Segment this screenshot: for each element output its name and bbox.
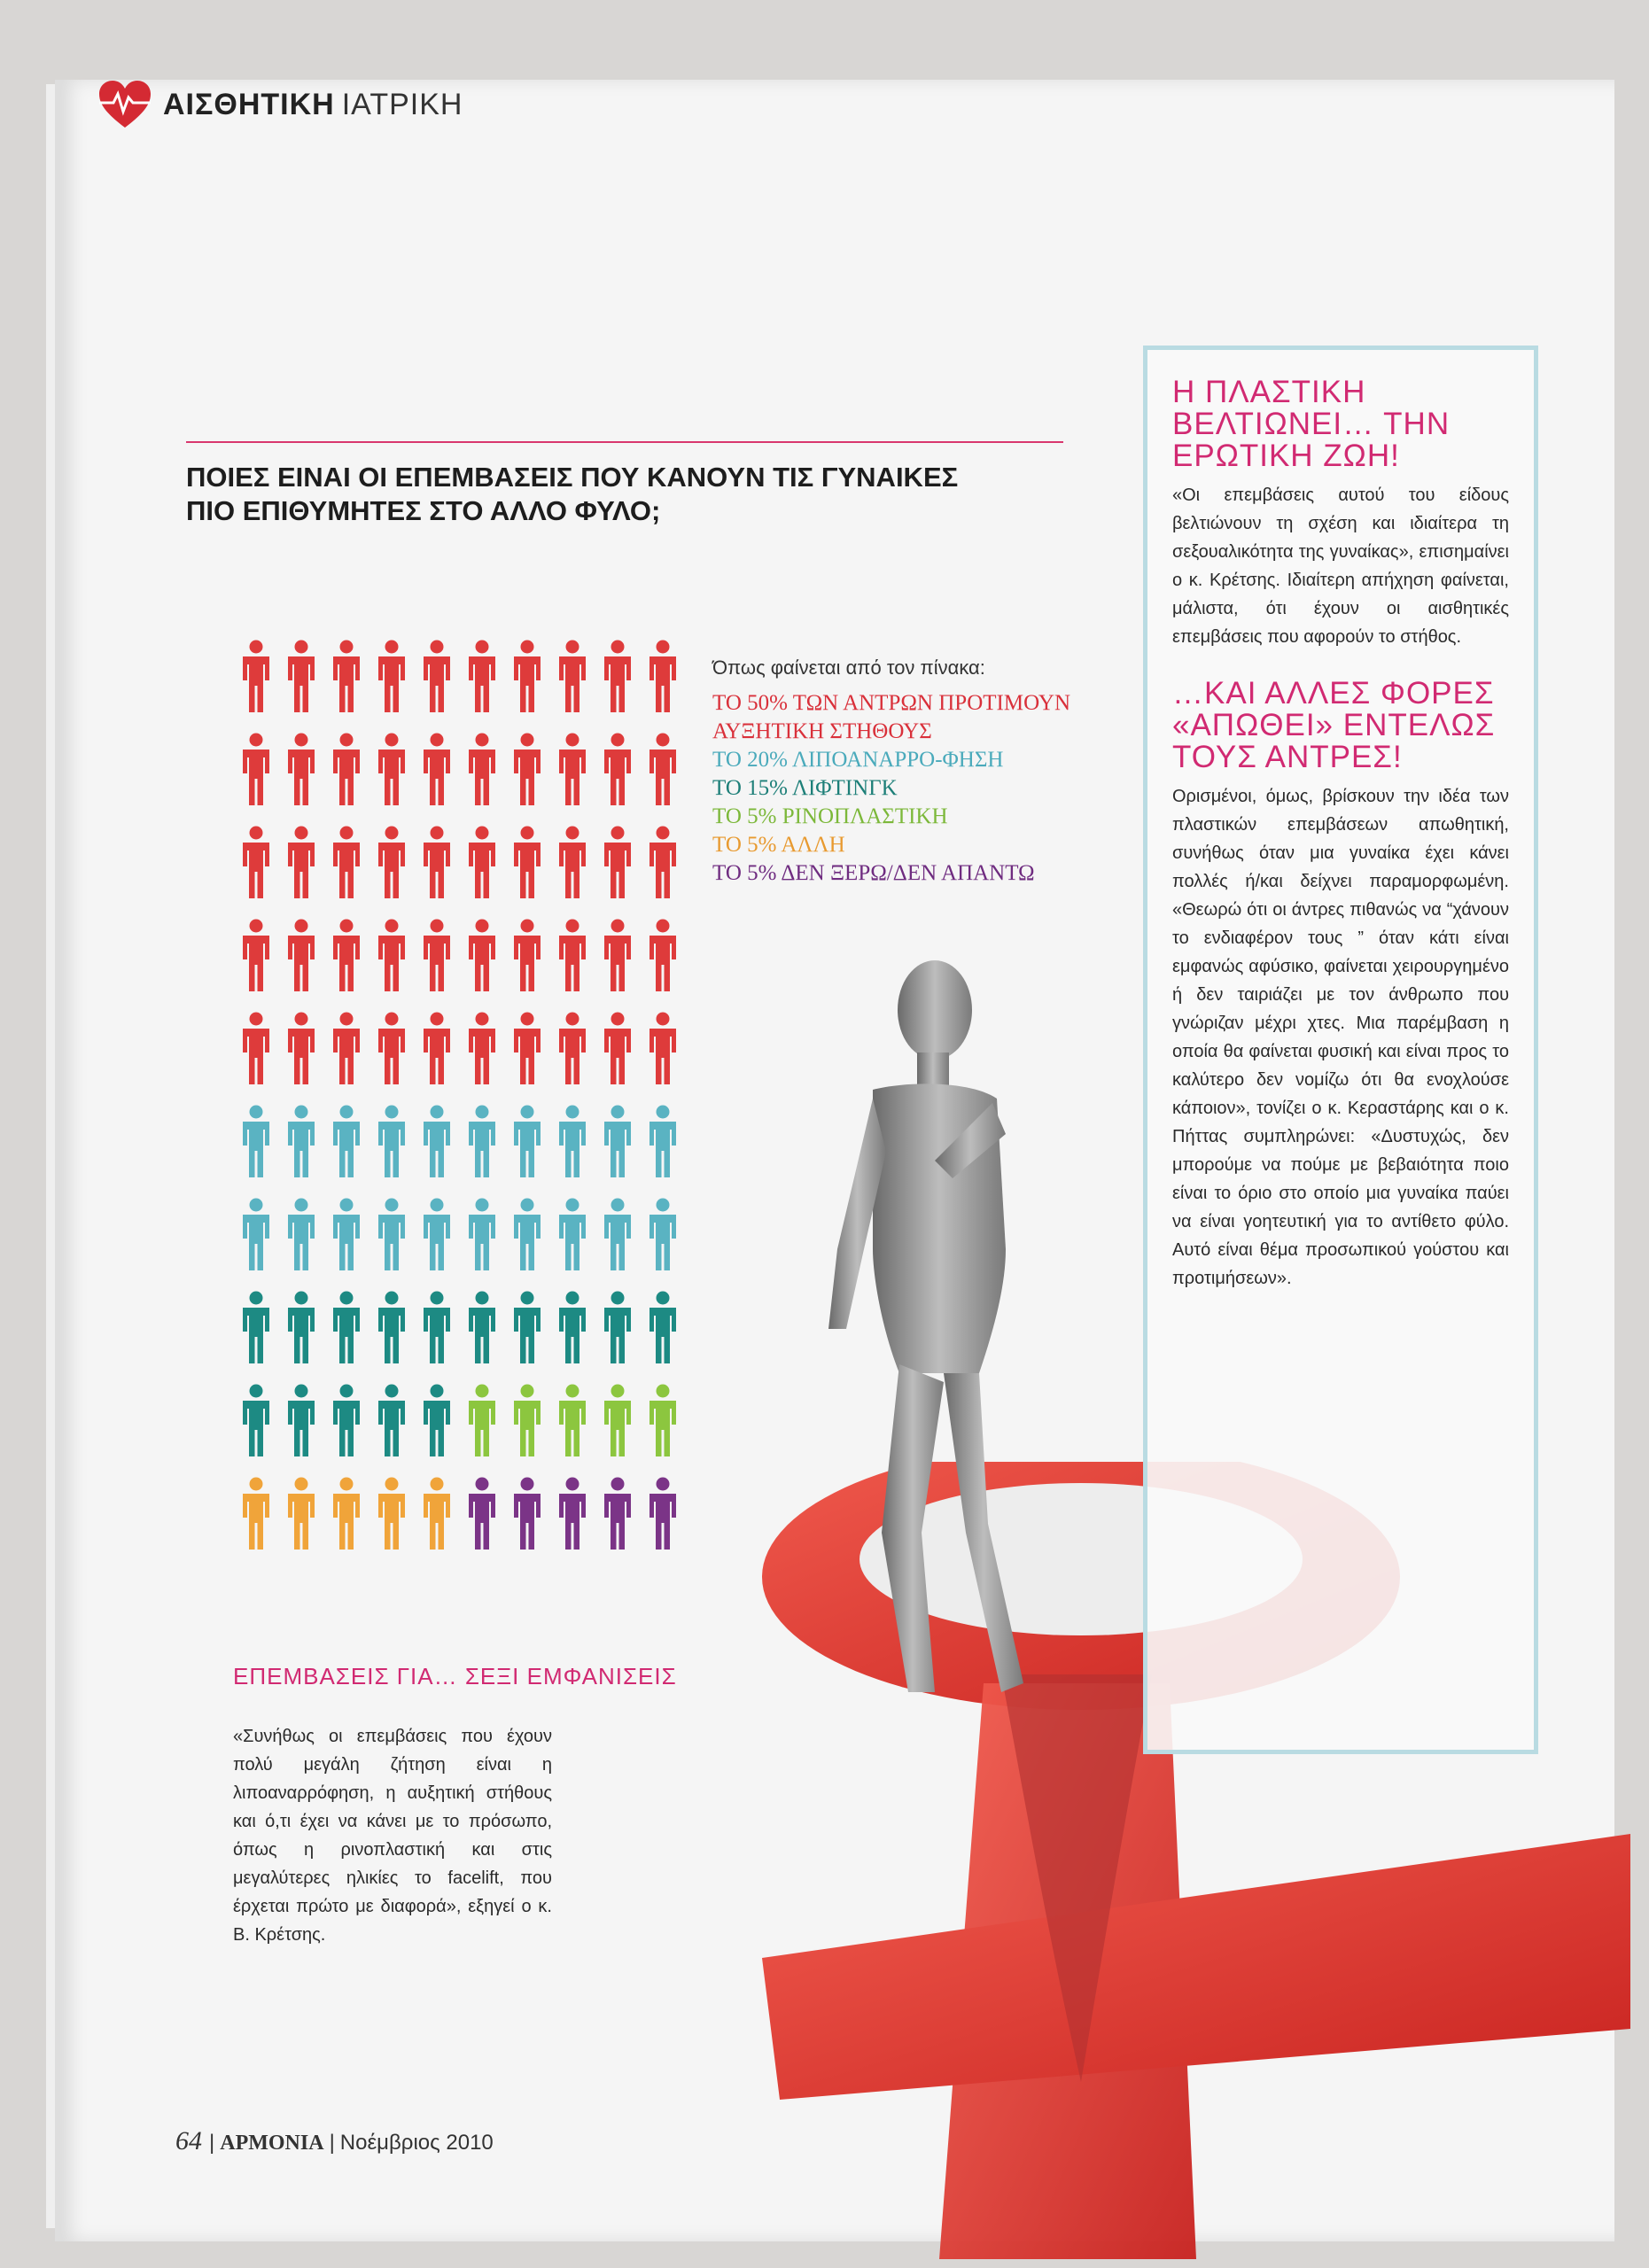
infographic-legend xyxy=(712,654,1102,888)
person-icon xyxy=(418,640,455,714)
person-icon xyxy=(509,1198,546,1272)
person-icon xyxy=(283,1291,320,1365)
bottom-heading: ΕΠΕΜΒΑΣΕΙΣ ΓΙΑ… ΣΕΞΙ ΕΜΦΑΝΙΣΕΙΣ xyxy=(233,1663,677,1689)
person-icon xyxy=(509,1384,546,1458)
person-icon xyxy=(644,1198,681,1272)
legend-item: ΤΟ 5% ΔΕΝ ΞΕΡΩ/ΔΕΝ ΑΠΑΝΤΩ xyxy=(712,861,1035,885)
person-icon xyxy=(418,733,455,807)
person-icon xyxy=(509,640,546,714)
person-icon xyxy=(644,1291,681,1365)
person-icon xyxy=(283,733,320,807)
person-icon xyxy=(554,733,591,807)
sidebar-box xyxy=(1143,346,1538,1754)
person-icon xyxy=(283,1012,320,1086)
legend-item: ΤΟ 15% ΛΙΦΤΙΝΓΚ xyxy=(712,776,898,800)
person-icon xyxy=(599,919,636,993)
person-icon xyxy=(328,733,365,807)
infographic-question: ΠΟΙΕΣ ΕΙΝΑΙ ΟΙ ΕΠΕΜΒΑΣΕΙΣ ΠΟΥ ΚΑΝΟΥΝ ΤΙΣ ΓΥΝΑΙΚΕΣ ΠΙΟ ΕΠΙΘΥΜΗΤΕΣ ΣΤΟ ΑΛΛΟ ΦΥΛΟ; xyxy=(186,462,959,526)
person-icon xyxy=(554,1384,591,1458)
person-icon xyxy=(283,640,320,714)
person-icon xyxy=(509,1477,546,1551)
person-icon xyxy=(644,1384,681,1458)
person-icon xyxy=(554,826,591,900)
person-icon xyxy=(373,1477,410,1551)
person-icon xyxy=(237,1291,275,1365)
person-icon xyxy=(328,1105,365,1179)
person-icon xyxy=(509,733,546,807)
person-icon xyxy=(509,1012,546,1086)
person-icon xyxy=(373,1105,410,1179)
person-icon xyxy=(463,1198,501,1272)
person-icon xyxy=(373,1384,410,1458)
person-icon xyxy=(418,1198,455,1272)
person-icon xyxy=(463,1291,501,1365)
legend-intro: Όπως φαίνεται από τον πίνακα: xyxy=(712,656,985,679)
section-header xyxy=(97,80,463,129)
bottom-paragraph: «Συνήθως οι επεμβάσεις που έχουν πολύ μεγάλη ζήτηση είναι η λιποαναρρόφηση, η αυξητική στήθους και ό,τι έχει να κάνει με το πρόσωπο, όπως η ρινοπλαστική και στις μεγαλύτερες ηλικίες το facelift, που έρχεται πρώτο με διαφορά», εξηγεί ο κ. Β. Κρέτσης. xyxy=(233,1727,552,1945)
person-icon xyxy=(599,826,636,900)
person-icon xyxy=(644,1012,681,1086)
person-icon xyxy=(418,919,455,993)
person-icon xyxy=(463,826,501,900)
person-icon xyxy=(237,640,275,714)
person-icon xyxy=(237,1105,275,1179)
person-icon xyxy=(328,826,365,900)
person-icon xyxy=(463,919,501,993)
legend-item: ΤΟ 5% ΡΙΝΟΠΛΑΣΤΙΚΗ xyxy=(712,804,948,828)
person-icon xyxy=(373,919,410,993)
person-icon xyxy=(554,919,591,993)
sidebar-heading-2: …ΚΑΙ ΑΛΛΕΣ ΦΟΡΕΣ «ΑΠΩΘΕΙ» ΕΝΤΕΛΩΣ ΤΟΥΣ ΑΝΤΡΕΣ! xyxy=(1172,676,1496,774)
sidebar-heading-1: Η ΠΛΑΣΤΙΚΗ ΒΕΛΤΙΩΝΕΙ… ΤΗΝ ΕΡΩΤΙΚΗ ΖΩΗ! xyxy=(1172,375,1451,473)
page-number: 64 xyxy=(175,2126,202,2155)
sidebar-paragraph-2: Ορισμένοι, όμως, βρίσκουν την ιδέα των πλαστικών επεμβάσεων απωθητική, συνήθως όταν μια γυναίκα έχει κάνει πολλές ή/και δείχνει παραμορφωμένη. «Θεωρώ ότι οι άντρες πιθανώς να “χάνουν το ενδιαφέρον τους ” όταν κάτι είναι εμφανώς αφύσικο, φαίνεται χειρουργημένο ή δεν ταιριάζει με τον άνθρωπο που γνώριζαν μέχρι χτες. Μια παρέμβαση η οποία θα φαίνεται φυσική και είναι προς το καλύτερο δεν νομίζω ότι θα ενοχλούσε κάποιον», τονίζει ο κ. Κεραστάρης και ο κ. Πήττας συμπληρώνει: «Δυστυχώς, δεν μπορούμε να πούμε με βεβαιότητα ποιο είναι το όριο στο οποίο μια γυναίκα παύει να είναι γοητευτική για το αντίθετο φύλο. Αυτό είναι θέμα προσωπικού γούστου και προτιμήσεων». xyxy=(1172,787,1509,1288)
person-icon xyxy=(283,919,320,993)
sidebar-paragraph-1: «Οι επεμβάσεις αυτού του είδους βελτιώνουν τη σχέση και ιδιαίτερα τη σεξουαλικότητα της γυναίκας», επισημαίνει ο κ. Κρέτσης. Ιδιαίτερη απήχηση φαίνεται, μάλιστα, ότι έχουν οι αισθητικές επεμβάσεις που αφορούν το στήθος. xyxy=(1172,485,1509,647)
footer-separator: | xyxy=(209,2131,215,2155)
person-icon xyxy=(644,733,681,807)
person-icon xyxy=(463,1477,501,1551)
issue-date: Νοέμβριος 2010 xyxy=(339,2131,494,2155)
footer-separator: | xyxy=(329,2131,335,2155)
person-icon xyxy=(463,733,501,807)
person-icon xyxy=(644,640,681,714)
person-icon xyxy=(599,1198,636,1272)
person-icon xyxy=(644,1105,681,1179)
person-icon xyxy=(463,1384,501,1458)
person-icon xyxy=(554,1105,591,1179)
person-icon xyxy=(418,1477,455,1551)
legend-item: ΤΟ 50% ΤΩΝ ΑΝΤΡΩΝ ΠΡΟΤΙΜΟΥΝ ΑΥΞΗΤΙΚΗ ΣΤΗΘΟΥΣ xyxy=(712,691,1070,743)
section-title-bold: ΑΙΣΘΗΤΙΚΗ xyxy=(163,87,335,121)
person-icon xyxy=(328,640,365,714)
legend-item: ΤΟ 5% ΑΛΛΗ xyxy=(712,833,845,857)
female-figure-illustration xyxy=(802,957,1085,1754)
person-icon xyxy=(237,1012,275,1086)
person-icon xyxy=(554,1198,591,1272)
person-icon xyxy=(599,1105,636,1179)
person-icon xyxy=(418,1012,455,1086)
person-icon xyxy=(328,919,365,993)
person-icon xyxy=(283,1477,320,1551)
person-icon xyxy=(463,640,501,714)
person-icon xyxy=(283,1105,320,1179)
person-icon xyxy=(599,1291,636,1365)
person-icon xyxy=(237,1477,275,1551)
person-icon xyxy=(373,1198,410,1272)
person-icon xyxy=(418,1384,455,1458)
pink-rule xyxy=(186,441,1063,443)
person-icon xyxy=(283,1384,320,1458)
person-icon xyxy=(463,1012,501,1086)
person-icon xyxy=(599,733,636,807)
person-icon xyxy=(599,640,636,714)
person-icon xyxy=(237,1384,275,1458)
person-icon xyxy=(554,1291,591,1365)
person-icon xyxy=(509,919,546,993)
person-icon xyxy=(328,1291,365,1365)
person-icon xyxy=(373,1291,410,1365)
person-icon xyxy=(599,1012,636,1086)
legend-item: ΤΟ 20% ΛΙΠΟΑΝΑΡΡΟ-ΦΗΣΗ xyxy=(712,748,1004,772)
person-icon xyxy=(373,640,410,714)
person-icon xyxy=(509,1291,546,1365)
person-icon xyxy=(328,1384,365,1458)
person-icon xyxy=(328,1012,365,1086)
person-icon xyxy=(283,826,320,900)
person-icon xyxy=(418,826,455,900)
person-icon xyxy=(328,1198,365,1272)
person-icon xyxy=(554,1012,591,1086)
person-icon xyxy=(373,733,410,807)
page-footer xyxy=(175,2126,494,2156)
person-icon xyxy=(509,1105,546,1179)
person-icon xyxy=(237,733,275,807)
person-icon xyxy=(418,1105,455,1179)
person-icon xyxy=(554,640,591,714)
person-icon xyxy=(373,826,410,900)
person-icon xyxy=(283,1198,320,1272)
person-icon xyxy=(373,1012,410,1086)
person-icon xyxy=(237,919,275,993)
person-icon xyxy=(509,826,546,900)
person-icon xyxy=(418,1291,455,1365)
person-icon xyxy=(644,826,681,900)
person-icon xyxy=(328,1477,365,1551)
person-icon xyxy=(237,826,275,900)
person-icon xyxy=(644,919,681,993)
person-icon xyxy=(237,1198,275,1272)
person-icon xyxy=(599,1384,636,1458)
heart-pulse-icon xyxy=(97,80,152,129)
magazine-name: ΑΡΜΟΝΙΑ xyxy=(220,2132,324,2155)
section-title-light: ΙΑΤΡΙΚΗ xyxy=(341,87,463,121)
person-icon xyxy=(463,1105,501,1179)
